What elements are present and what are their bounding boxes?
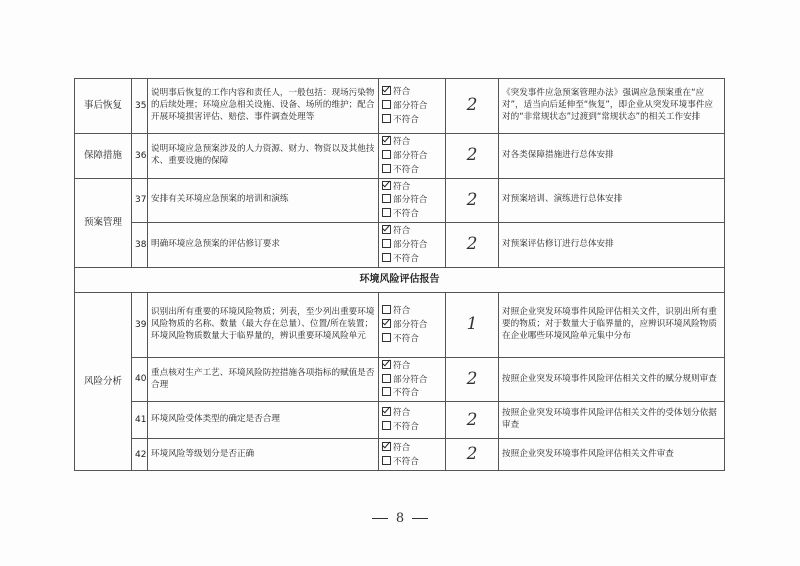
checkbox-icon: [382, 333, 391, 342]
handwritten-score: 1: [446, 292, 499, 357]
conformity-option: [382, 207, 442, 221]
checkbox-icon: [382, 164, 391, 173]
item-number: 40: [132, 357, 148, 402]
option-label: 不符合: [393, 422, 419, 433]
review-note: 对各类保障措施进行总体安排: [499, 134, 725, 179]
conformity-option: [382, 359, 442, 373]
option-label: 不符合: [393, 209, 419, 220]
conformity-options: [379, 292, 446, 357]
right-dash: [412, 518, 428, 519]
table-row: [75, 402, 725, 439]
conformity-options: [379, 439, 446, 471]
review-item-text: 识别出所有重要的环境风险物质；列表，至少列出重要环境风险物质的名称、数量（最大存在总量）、位置/所在装置；环境风险物质数量大于临界量的，辨识重要环境风险单元: [148, 292, 379, 357]
conformity-option: [382, 180, 442, 194]
checked-checkbox-icon: [382, 136, 391, 145]
item-number: 42: [132, 439, 148, 471]
option-label: 部分符合: [393, 319, 428, 330]
table-row: [75, 292, 725, 357]
conformity-option: [382, 252, 442, 266]
conformity-options: [379, 134, 446, 179]
conformity-options: [379, 178, 446, 223]
checked-checkbox-icon: [382, 181, 391, 190]
table-row: [75, 79, 725, 134]
option-label: 符合: [393, 408, 411, 419]
conformity-option: [382, 373, 442, 387]
checkbox-icon: [382, 421, 391, 430]
handwritten-score: 2: [446, 223, 499, 268]
checkbox-icon: [382, 305, 391, 314]
handwritten-score: 2: [446, 357, 499, 402]
handwritten-score: 2: [446, 134, 499, 179]
review-note: 对预案培训、演练进行总体安排: [499, 178, 725, 223]
page-number-line: [0, 511, 800, 526]
table-row: [75, 134, 725, 179]
checkbox-icon: [382, 150, 391, 159]
checkbox-icon: [382, 114, 391, 123]
conformity-option: [382, 193, 442, 207]
checkbox-icon: [382, 208, 391, 217]
checked-checkbox-icon: [382, 319, 391, 328]
page-number: 8: [395, 511, 405, 526]
conformity-option: [382, 85, 442, 99]
checked-checkbox-icon: [382, 225, 391, 234]
conformity-option: [382, 113, 442, 127]
review-item-text: 说明事后恢复的工作内容和责任人，一般包括：现场污染物的后续处理；环境应急相关设施、设备、场所的维护；配合开展环境损害评估、赔偿、事件调查处理等: [148, 79, 379, 134]
option-label: 不符合: [393, 388, 419, 399]
option-label: 符合: [393, 305, 411, 316]
option-label: 不符合: [393, 114, 419, 125]
review-note: 对照企业突发环境事件风险评估相关文件，识别出所有重要的物质；对于数量大于临界量的，应辨识环境风险物质在企业哪些环境风险单元集中分布: [499, 292, 725, 357]
handwritten-score: 2: [446, 439, 499, 471]
conformity-option: [382, 332, 442, 346]
option-label: 部分符合: [393, 150, 428, 161]
option-label: 不符合: [393, 164, 419, 175]
handwritten-score: 2: [446, 178, 499, 223]
checkbox-icon: [382, 194, 391, 203]
category-cell: 风险分析: [75, 292, 132, 471]
review-note: 《突发事件应急预案管理办法》强调应急预案重在“应对”，适当向后延伸至“恢复”，即企业从突发环境事件应对的“非常规状态”过渡到“常规状态”的相关工作安排: [499, 79, 725, 134]
table-row: [75, 178, 725, 223]
left-dash: [372, 518, 388, 519]
category-cell: 预案管理: [75, 178, 132, 267]
checkbox-icon: [382, 387, 391, 396]
item-number: 41: [132, 402, 148, 439]
checkbox-icon: [382, 253, 391, 262]
item-number: 37: [132, 178, 148, 223]
checked-checkbox-icon: [382, 360, 391, 369]
option-label: 部分符合: [393, 195, 428, 206]
conformity-option: [382, 135, 442, 149]
table-row: [75, 357, 725, 402]
conformity-option: [382, 386, 442, 400]
checkbox-icon: [382, 374, 391, 383]
checkbox-icon: [382, 456, 391, 465]
handwritten-score: 2: [446, 79, 499, 134]
conformity-option: [382, 163, 442, 177]
conformity-option: [382, 149, 442, 163]
item-number: 38: [132, 223, 148, 268]
option-label: 符合: [393, 181, 411, 192]
conformity-option: [382, 455, 442, 469]
review-note: 按照企业突发环境事件风险评估相关文件的受体划分依据审查: [499, 402, 725, 439]
option-label: 部分符合: [393, 101, 428, 112]
review-item-text: 安排有关环境应急预案的培训和演练: [148, 178, 379, 223]
handwritten-score: 2: [446, 402, 499, 439]
conformity-options: [379, 223, 446, 268]
checkbox-icon: [382, 100, 391, 109]
conformity-option: [382, 420, 442, 434]
checkbox-icon: [382, 239, 391, 248]
table-body-after-section: [75, 292, 725, 471]
option-label: 符合: [393, 137, 411, 147]
review-note: 按照企业突发环境事件风险评估相关文件的赋分规则审查: [499, 357, 725, 402]
item-number: 39: [132, 292, 148, 357]
option-label: 不符合: [393, 456, 419, 467]
option-label: 不符合: [393, 253, 419, 264]
checked-checkbox-icon: [382, 442, 391, 451]
conformity-option: [382, 406, 442, 420]
conformity-option: [382, 441, 442, 455]
checked-checkbox-icon: [382, 86, 391, 95]
option-label: 符合: [393, 360, 411, 371]
conformity-option: [382, 238, 442, 252]
conformity-option: [382, 318, 442, 332]
conformity-options: [379, 357, 446, 402]
conformity-option: [382, 304, 442, 318]
review-item-text: 说明环境应急预案涉及的人力资源、财力、物资以及其他技术、重要设施的保障: [148, 134, 379, 179]
table-body-before-section: [75, 79, 725, 268]
review-note: 按照企业突发环境事件风险评估相关文件审查: [499, 439, 725, 471]
section-header-row: [75, 267, 725, 292]
category-cell: 保障措施: [75, 134, 132, 179]
item-number: 36: [132, 134, 148, 179]
conformity-options: [379, 79, 446, 134]
item-number: 35: [132, 79, 148, 134]
review-table: [74, 78, 725, 471]
conformity-option: [382, 99, 442, 113]
review-item-text: 环境风险等级划分是否正确: [148, 439, 379, 471]
table-row: [75, 223, 725, 268]
review-note: 对预案评估修订进行总体安排: [499, 223, 725, 268]
checked-checkbox-icon: [382, 407, 391, 416]
conformity-options: [379, 402, 446, 439]
option-label: 符合: [393, 226, 411, 237]
option-label: 不符合: [393, 333, 419, 344]
option-label: 部分符合: [393, 374, 428, 385]
review-item-text: 重点核对生产工艺、环境风险防控措施各项指标的赋值是否合理: [148, 357, 379, 402]
table-row: [75, 439, 725, 471]
review-item-text: 环境风险受体类型的确定是否合理: [148, 402, 379, 439]
option-label: 符合: [393, 87, 411, 98]
category-cell: 事后恢复: [75, 79, 132, 134]
option-label: 符合: [393, 442, 411, 453]
review-item-text: 明确环境应急预案的评估修订要求: [148, 223, 379, 268]
conformity-option: [382, 224, 442, 238]
section-title: 环境风险评估报告: [75, 267, 725, 292]
option-label: 部分符合: [393, 240, 428, 251]
